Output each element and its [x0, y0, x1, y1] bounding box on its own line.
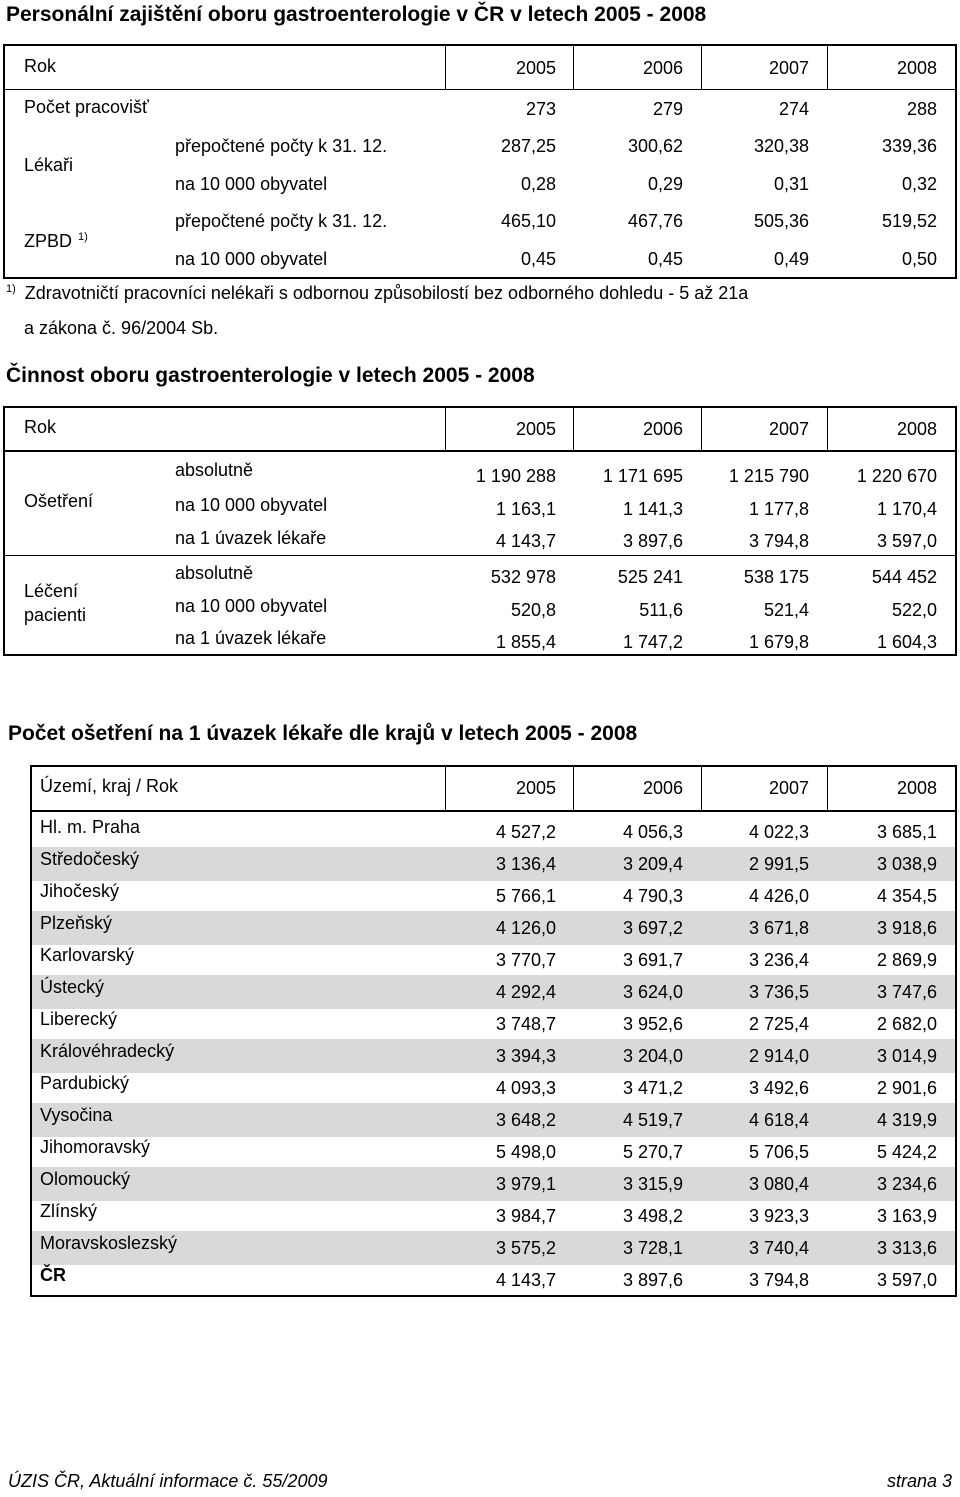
cell-value: 511,6 — [639, 600, 683, 620]
region-label: Zlínský — [40, 1201, 98, 1221]
row-shading — [32, 1134, 955, 1137]
header-label: Rok — [24, 56, 57, 76]
cell-value: 3 492,6 — [748, 1078, 809, 1098]
region-label: Olomoucký — [40, 1169, 131, 1189]
cell-value: 3 234,6 — [876, 1174, 937, 1194]
cell-value: 3 471,2 — [622, 1078, 683, 1098]
cell-value: 532 978 — [490, 567, 556, 587]
footnote-mark: 1) — [6, 283, 16, 295]
cell-value: 544 452 — [871, 567, 937, 587]
cell-value: 4 426,0 — [748, 886, 809, 906]
region-label: Královéhradecký — [40, 1041, 175, 1061]
cell-value: 3 236,4 — [748, 950, 809, 970]
cell-value: 3 794,8 — [748, 531, 809, 551]
cell-value: 521,4 — [763, 600, 809, 620]
cell-value: 3 728,1 — [622, 1238, 683, 1258]
cell-value: 3 736,5 — [748, 982, 809, 1002]
cell-value: 2 682,0 — [876, 1014, 937, 1034]
year-header: 2005 — [515, 58, 556, 78]
cell-value: 3 952,6 — [622, 1014, 683, 1034]
cell-value: 4 126,0 — [495, 918, 556, 938]
region-label: Plzeňský — [40, 913, 113, 933]
cell-value: 467,76 — [627, 211, 683, 231]
cell-value: 5 424,2 — [876, 1142, 937, 1162]
cell-value: 3 014,9 — [876, 1046, 937, 1066]
group-label: pacienti — [24, 605, 87, 625]
cell-value: 4 354,5 — [876, 886, 937, 906]
year-header: 2005 — [515, 419, 556, 439]
year-header: 2007 — [768, 58, 809, 78]
cell-value: 4 292,4 — [495, 982, 556, 1002]
cell-value: 320,38 — [753, 136, 809, 156]
cell-value: 1 220 670 — [856, 466, 937, 486]
cell-value: 3 671,8 — [748, 918, 809, 938]
row-label: na 10 000 obyvatel — [175, 174, 328, 194]
cell-value: 1 747,2 — [622, 632, 683, 652]
cell-value: 3 685,1 — [876, 822, 937, 842]
divider — [3, 555, 957, 556]
cell-value: 0,32 — [901, 174, 937, 194]
cell-value: 1 163,1 — [495, 499, 556, 519]
cell-value: 4 527,2 — [495, 822, 556, 842]
cell-value: 1 604,3 — [876, 632, 937, 652]
cell-value: 3 697,2 — [622, 918, 683, 938]
cell-value: 4 790,3 — [622, 886, 683, 906]
year-header: 2006 — [642, 778, 683, 798]
cell-value: 3 624,0 — [622, 982, 683, 1002]
row-shading — [32, 1198, 955, 1201]
cell-value: 3 691,7 — [622, 950, 683, 970]
cell-value: 3 209,4 — [622, 854, 683, 874]
section1-title: Personální zajištění oboru gastroenterologie v ČR v letech 2005 - 2008 — [6, 3, 707, 26]
region-label: Karlovarský — [40, 945, 135, 965]
cell-value: 1 679,8 — [748, 632, 809, 652]
row-label: na 10 000 obyvatel — [175, 596, 328, 616]
section3-title: Počet ošetření na 1 úvazek lékaře dle krajů v letech 2005 - 2008 — [8, 722, 638, 745]
row-label: absolutně — [175, 460, 254, 480]
divider — [3, 89, 957, 90]
cell-value: 273 — [525, 99, 556, 119]
year-header: 2008 — [896, 419, 937, 439]
divider — [3, 450, 957, 452]
cell-value: 3 918,6 — [876, 918, 937, 938]
year-header: 2008 — [896, 778, 937, 798]
cell-value: 505,36 — [753, 211, 809, 231]
group-label: ZPBD $^{1)}$ — [24, 231, 88, 251]
footnote — [6, 283, 748, 304]
row-label: přepočtené počty k 31. 12. — [175, 211, 388, 231]
cell-value: 525 241 — [617, 567, 683, 587]
cell-value: 274 — [778, 99, 809, 119]
year-header: 2007 — [768, 778, 809, 798]
year-header: 2007 — [768, 419, 809, 439]
cell-value: 4 519,7 — [622, 1110, 683, 1130]
cell-value: 522,0 — [891, 600, 937, 620]
cell-value: 0,31 — [773, 174, 809, 194]
cell-value: 5 706,5 — [748, 1142, 809, 1162]
cell-value: 3 313,6 — [876, 1238, 937, 1258]
row-shading — [32, 878, 955, 881]
year-header: 2006 — [642, 419, 683, 439]
cell-value: 2 725,4 — [748, 1014, 809, 1034]
region-label: Vysočina — [40, 1105, 113, 1125]
cell-value: 3 394,3 — [495, 1046, 556, 1066]
row-label: absolutně — [175, 563, 254, 583]
region-label: Jihomoravský — [40, 1137, 151, 1157]
section2-title: Činnost oboru gastroenterologie v letech 2005 - 2008 — [6, 364, 535, 387]
cell-value: 3 597,0 — [876, 1270, 937, 1290]
cell-value: 465,10 — [500, 211, 556, 231]
cell-value: 2 869,9 — [876, 950, 937, 970]
cell-value: 3 740,4 — [748, 1238, 809, 1258]
year-header: 2006 — [642, 58, 683, 78]
row-shading — [32, 1006, 955, 1009]
year-header: 2008 — [896, 58, 937, 78]
cell-value: 3 794,8 — [748, 1270, 809, 1290]
row-shading — [32, 1262, 955, 1265]
cell-value: 2 914,0 — [748, 1046, 809, 1066]
cell-value: 3 136,4 — [495, 854, 556, 874]
cell-value: 1 855,4 — [495, 632, 556, 652]
row-label: na 1 úvazek lékaře — [175, 528, 327, 548]
region-label: Ústecký — [40, 977, 105, 997]
cell-value: 4 143,7 — [495, 1270, 556, 1290]
row-label: na 10 000 obyvatel — [175, 495, 328, 515]
cell-value: 3 648,2 — [495, 1110, 556, 1130]
cell-value: 3 038,9 — [876, 854, 937, 874]
cell-value: 3 575,2 — [495, 1238, 556, 1258]
cell-value: 4 618,4 — [748, 1110, 809, 1130]
region-label: Středočeský — [40, 849, 140, 869]
cell-value: 520,8 — [510, 600, 556, 620]
cell-value: 0,45 — [520, 249, 556, 269]
cell-value: 3 080,4 — [748, 1174, 809, 1194]
staffing-table — [3, 44, 957, 279]
cell-value: 2 901,6 — [876, 1078, 937, 1098]
cell-value: 2 991,5 — [748, 854, 809, 874]
cell-value: 0,28 — [520, 174, 556, 194]
cell-value: 3 979,1 — [495, 1174, 556, 1194]
cell-value: 0,29 — [647, 174, 683, 194]
group-label: Léčení — [24, 581, 79, 601]
cell-value: 3 747,6 — [876, 982, 937, 1002]
footnote-line2: a zákona č. 96/2004 Sb. — [24, 318, 219, 338]
divider — [30, 810, 957, 812]
cell-value: 519,52 — [881, 211, 937, 231]
region-label: Moravskoslezský — [40, 1233, 178, 1253]
header-label: Rok — [24, 417, 57, 437]
cell-value: 1 170,4 — [876, 499, 937, 519]
cell-value: 3 984,7 — [495, 1206, 556, 1226]
cell-value: 300,62 — [627, 136, 683, 156]
region-label: Jihočeský — [40, 881, 120, 901]
cell-value: 287,25 — [500, 136, 556, 156]
row-shading — [32, 942, 955, 945]
region-label: ČR — [40, 1265, 66, 1285]
row-label: přepočtené počty k 31. 12. — [175, 136, 388, 156]
row-label: na 10 000 obyvatel — [175, 249, 328, 269]
cell-value: 3 748,7 — [495, 1014, 556, 1034]
group-label: Ošetření — [24, 491, 94, 511]
cell-value: 4 093,3 — [495, 1078, 556, 1098]
cell-value: 5 498,0 — [495, 1142, 556, 1162]
cell-value: 279 — [652, 99, 683, 119]
cell-value: 4 319,9 — [876, 1110, 937, 1130]
cell-value: 1 171 695 — [602, 466, 683, 486]
cell-value: 5 270,7 — [622, 1142, 683, 1162]
cell-value: 1 215 790 — [728, 466, 809, 486]
row-label: na 1 úvazek lékaře — [175, 628, 327, 648]
cell-value: 538 175 — [743, 567, 809, 587]
cell-value: 3 163,9 — [876, 1206, 937, 1226]
region-label: Liberecký — [40, 1009, 118, 1029]
cell-value: 3 770,7 — [495, 950, 556, 970]
cell-value: 1 190 288 — [475, 466, 556, 486]
cell-value: 0,49 — [773, 249, 809, 269]
cell-value: 3 498,2 — [622, 1206, 683, 1226]
footnote-mark: 1) — [78, 231, 88, 243]
cell-value: 1 141,3 — [622, 499, 683, 519]
cell-value: 288 — [906, 99, 937, 119]
cell-value: 339,36 — [881, 136, 937, 156]
header-label: Území, kraj / Rok — [40, 776, 179, 796]
cell-value: 3 923,3 — [748, 1206, 809, 1226]
cell-value: 3 897,6 — [622, 531, 683, 551]
group-label: Lékaři — [24, 155, 74, 175]
cell-value: 0,45 — [647, 249, 683, 269]
region-label: Hl. m. Praha — [40, 817, 141, 837]
cell-value: 3 315,9 — [622, 1174, 683, 1194]
row-label: Počet pracovišť — [24, 97, 149, 117]
footer-page-number: strana 3 — [886, 1471, 952, 1491]
cell-value: 0,50 — [901, 249, 937, 269]
cell-value: 3 897,6 — [622, 1270, 683, 1290]
cell-value: 4 143,7 — [495, 531, 556, 551]
footnote-text: Zdravotničtí pracovníci nelékaři s odbornou způsobilostí bez odborného dohledu - 5 až 21a — [24, 283, 749, 303]
cell-value: 4 056,3 — [622, 822, 683, 842]
footer-source: ÚZIS ČR, Aktuální informace č. 55/2009 — [8, 1471, 328, 1491]
region-label: Pardubický — [40, 1073, 130, 1093]
cell-value: 3 204,0 — [622, 1046, 683, 1066]
cell-value: 3 597,0 — [876, 531, 937, 551]
cell-value: 4 022,3 — [748, 822, 809, 842]
year-header: 2005 — [515, 778, 556, 798]
cell-value: 5 766,1 — [495, 886, 556, 906]
row-shading — [32, 1070, 955, 1073]
cell-value: 1 177,8 — [748, 499, 809, 519]
